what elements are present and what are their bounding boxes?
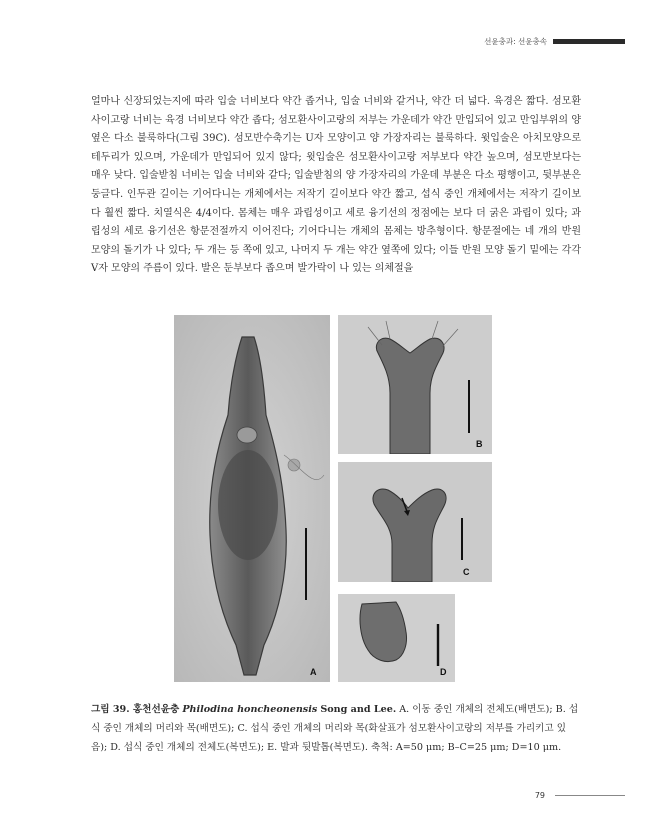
caption-text: A. 이동 중인 개체의 전체도(배면도); B. 섭식 중인 개체의 머리와 목(배면도); C. 섭식 중인 개체의 머리와 목(화살표가 섬모환사이고랑의 저부를 가리키고 있음); D. 섭식 중인 개체의 전체도(복면도); E. 발과 뒷발톱(복면도). 축척: A=50 μm; B–C=25 μm; D=10 μm. — [91, 704, 579, 753]
body-text-block — [91, 93, 581, 279]
page-footer — [535, 791, 625, 800]
figure-caption — [91, 700, 581, 757]
panel-label-c: C — [463, 567, 470, 577]
micrograph-b — [338, 315, 492, 454]
page-number: 79 — [534, 791, 545, 800]
figure-panel-d — [338, 594, 455, 682]
footer-rule — [555, 795, 625, 796]
caption-paragraph — [91, 700, 581, 757]
header-bar — [553, 39, 625, 44]
running-header — [484, 36, 625, 47]
caption-species-name: Philodina honcheonensis — [182, 704, 318, 715]
micrograph-d — [338, 594, 455, 682]
figure-panel-c — [338, 462, 492, 582]
figure-panel-b — [338, 315, 492, 454]
caption-figure-number: 그림 39. 홍천선윤충 — [91, 704, 180, 715]
micrograph-a — [174, 315, 330, 682]
panel-label-a: A — [310, 667, 317, 677]
panel-label-b: B — [476, 439, 483, 449]
header-title: 선윤충과: 선윤충속 — [484, 37, 547, 46]
figure-panel-a — [174, 315, 330, 682]
panel-label-d: D — [440, 667, 447, 677]
body-paragraph: 얼마나 신장되었는지에 따라 입술 너비보다 약간 좁거나, 입술 너비와 같거나, 약간 더 넓다. 육경은 짧다. 섬모환사이고랑 너비는 육경 너비보다 약간 좁다; 섬모환사이고랑의 저부는 가운데가 약간 만입되어 있고 만입부위의 양옆은 다소 불룩하다(그림 39C). 섬모반수축기는 U자 모양이고 양 가장자리는 불룩하다. 윗입술은 아치모양으로 테두리가 있으며, 가운데가 만입되어 있지 않다; 윗입술은 섬모환사이고랑 저부보다 약간 높으며, 섬모반보다는 매우 낮다. 입술받침 너비는 입술 너비와 같다; 입술받침의 양 가장자리의 가운데 부분은 다소 평행이고, 뒷부분은 둥글다. 인두관 길이는 기어다니는 개체에서는 저작기 길이보다 약간 짧고, 섭식 중인 개체에서는 저작기 길이보다 훨씬 짧다. 치열식은 4/4이다. 몸체는 매우 과립성이고 세로 융기선의 정점에는 보다 더 굵은 과립이 있다; 과립성의 세로 융기선은 항문전절까지 이어진다; 기어다니는 개체의 몸체는 방추형이다. 항문절에는 네 개의 반원 모양의 돌기가 나 있다; 두 개는 등 쪽에 있고, 나머지 두 개는 약간 옆쪽에 있다; 이들 반원 모양 돌기 밑에는 각각 V자 모양의 주름이 있다. 발은 둔부보다 좁으며 발가락이 나 있는 의체절을 — [91, 96, 581, 275]
caption-authors: Song and Lee. — [320, 704, 397, 715]
micrograph-c — [338, 462, 492, 582]
